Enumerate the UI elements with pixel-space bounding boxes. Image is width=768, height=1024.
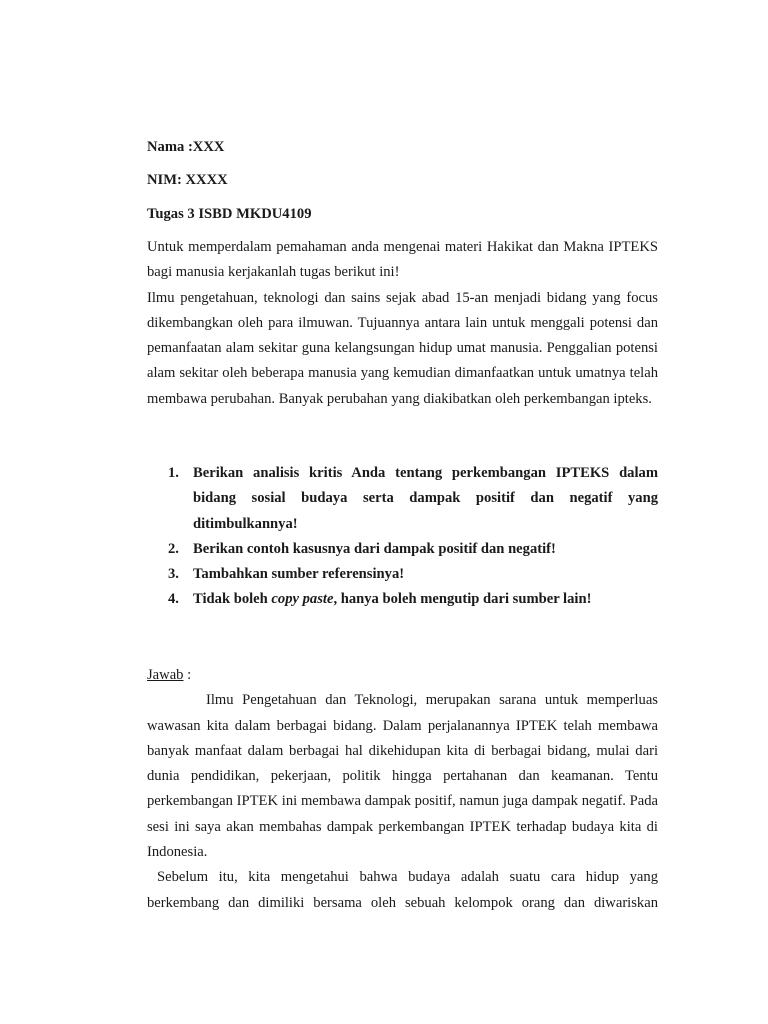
- intro-paragraph-1: Untuk memperdalam pemahaman anda mengenai materi Hakikat dan Makna IPTEKS bagi manusia kerjakanlah tugas berikut ini!: [147, 239, 658, 281]
- task-number: 2.: [168, 540, 179, 557]
- task-number: 4.: [168, 591, 179, 608]
- task-text: Berikan analisis kritis Anda tentang perkembangan IPTEKS dalam bidang sosial budaya serta dampak positif dan negatif yang ditimbulkannya!: [193, 465, 658, 532]
- task-item: [147, 587, 658, 612]
- student-nim: NIM: XXXX: [147, 172, 228, 188]
- answer-label-suffix: :: [183, 667, 192, 683]
- assignment-title: Tugas 3 ISBD MKDU4109: [147, 206, 312, 222]
- task-number: 3.: [168, 566, 179, 583]
- task-text: Berikan contoh kasusnya dari dampak positif dan negatif!: [193, 540, 556, 557]
- task-text-before: Tidak boleh: [193, 591, 272, 608]
- answer-section: [147, 663, 658, 916]
- answer-label: Jawab: [147, 667, 184, 683]
- task-number: 1.: [168, 465, 179, 481]
- task-item: [147, 537, 658, 562]
- task-text: Tambahkan sumber referensinya!: [193, 566, 405, 583]
- answer-paragraph-1: Ilmu Pengetahuan dan Teknologi, merupakan sarana untuk memperluas wawasan kita dalam berbagai bidang. Dalam perjalanannya IPTEK telah membawa banyak manfaat dalam berbagai hal dikehidupan kita di berbagai bidang, mulai dari dunia pendidikan, pekerjaan, politik hingga pertahanan dan keamanan. Tentu perkembangan IPTEK ini membawa dampak positif, namun juga dampak negatif. Pada sesi ini saya akan membahas dampak perkembangan IPTEK terhadap budaya kita di Indonesia.: [147, 692, 658, 861]
- intro-paragraph-2: Ilmu pengetahuan, teknologi dan sains sejak abad 15-an menjadi bidang yang focus dikembangkan oleh para ilmuwan. Tujuannya antara lain untuk menggali potensi dan pemanfaatan alam sekitar guna kelangsungan hidup umat manusia. Penggalian potensi alam sekitar oleh beberapa manusia yang kemudian dimanfaatkan untuk umatnya telah membawa perubahan. Banyak perubahan yang diakibatkan oleh perkembangan ipteks.: [147, 289, 658, 407]
- task-item: [147, 461, 658, 537]
- task-list: [147, 461, 658, 613]
- student-name: Nama :XXX: [147, 139, 225, 155]
- answer-paragraph-2: Sebelum itu, kita mengetahui bahwa budaya adalah suatu cara hidup yang berkembang dan dimiliki bersama oleh sebuah kelompok orang dan diwariskan: [147, 869, 658, 911]
- answer-label-line: [147, 663, 658, 688]
- task-text-italic: copy paste: [271, 591, 334, 608]
- task-text: [193, 587, 658, 612]
- task-text-after: , hanya boleh mengutip dari sumber lain!: [333, 591, 592, 608]
- task-item: [147, 562, 658, 587]
- intro-section: [147, 235, 658, 412]
